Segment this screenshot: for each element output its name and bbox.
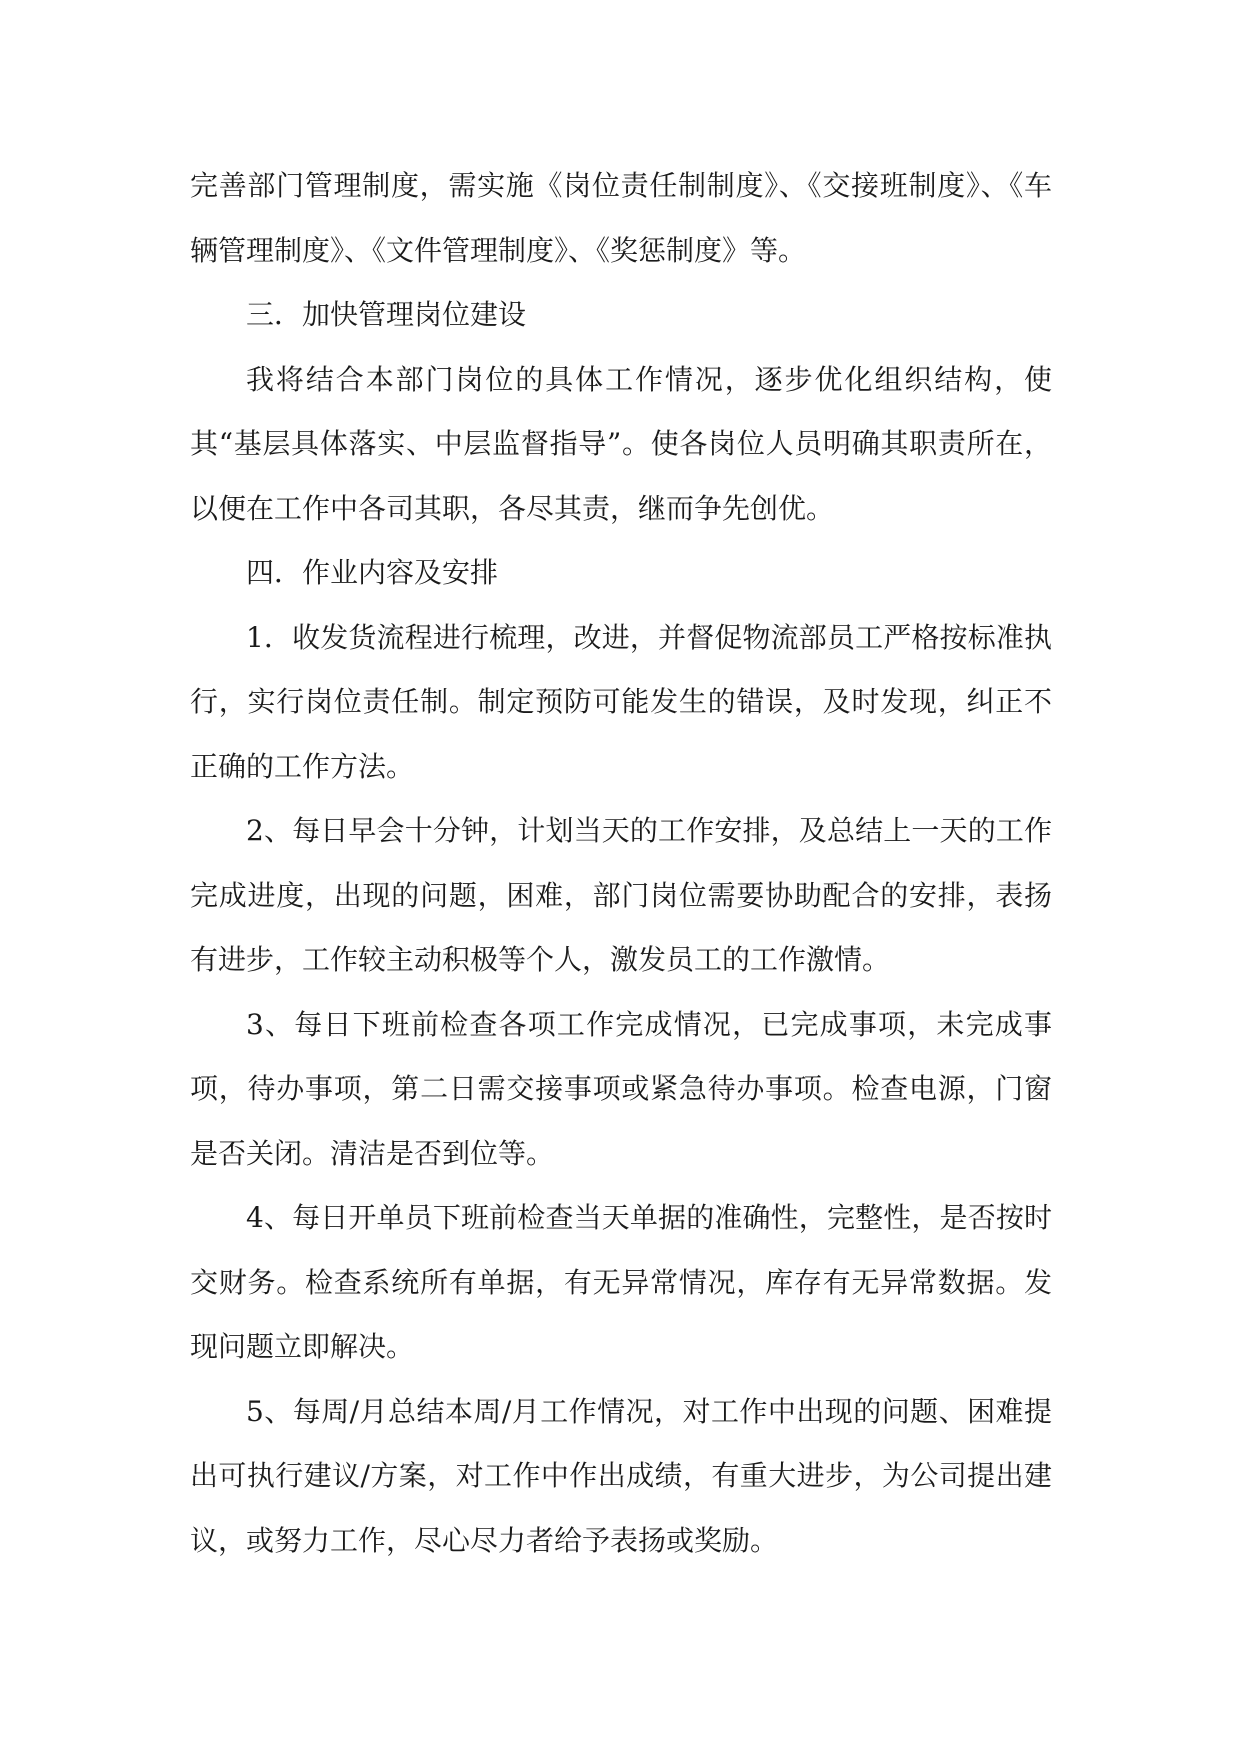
paragraph: 我将结合本部门岗位的具体工作情况，逐步优化组织结构，使其“基层具体落实、中层监督指导”。使各岗位人员明确其职责所在，以便在工作中各司其职，各尽其责，继而争先创优。: [190, 362, 1052, 525]
section-heading-four: 四．作业内容及安排: [246, 556, 499, 589]
list-item: 3、每日下班前检查各项工作完成情况，已完成事项，未完成事项，待办事项，第二日需交接事项或紧急待办事项。检查电源，门窗是否关闭。清洁是否到位等。: [190, 1007, 1052, 1170]
document-body: [190, 154, 1052, 1573]
section-heading-three: 三．加快管理岗位建设: [246, 298, 527, 331]
paragraph-continuation: 完善部门管理制度，需实施《岗位责任制制度》、《交接班制度》、《车辆管理制度》、《文件管理制度》、《奖惩制度》等。: [190, 169, 1052, 267]
list-item: 4、每日开单员下班前检查当天单据的准确性，完整性，是否按时交财务。检查系统所有单据，有无异常情况，库存有无异常数据。发现问题立即解决。: [190, 1201, 1052, 1363]
list-item: 5、每周/月总结本周/月工作情况，对工作中出现的问题、困难提出可执行建议/方案，对工作中作出成绩，有重大进步，为公司提出建议，或努力工作，尽心尽力者给予表扬或奖励。: [190, 1394, 1052, 1557]
list-item: 1．收发货流程进行梳理，改进，并督促物流部员工严格按标准执行，实行岗位责任制。制定预防可能发生的错误，及时发现，纠正不正确的工作方法。: [190, 620, 1052, 783]
list-item: 2、每日早会十分钟，计划当天的工作安排，及总结上一天的工作完成进度，出现的问题，困难，部门岗位需要协助配合的安排，表扬有进步，工作较主动积极等个人，激发员工的工作激情。: [190, 814, 1052, 976]
